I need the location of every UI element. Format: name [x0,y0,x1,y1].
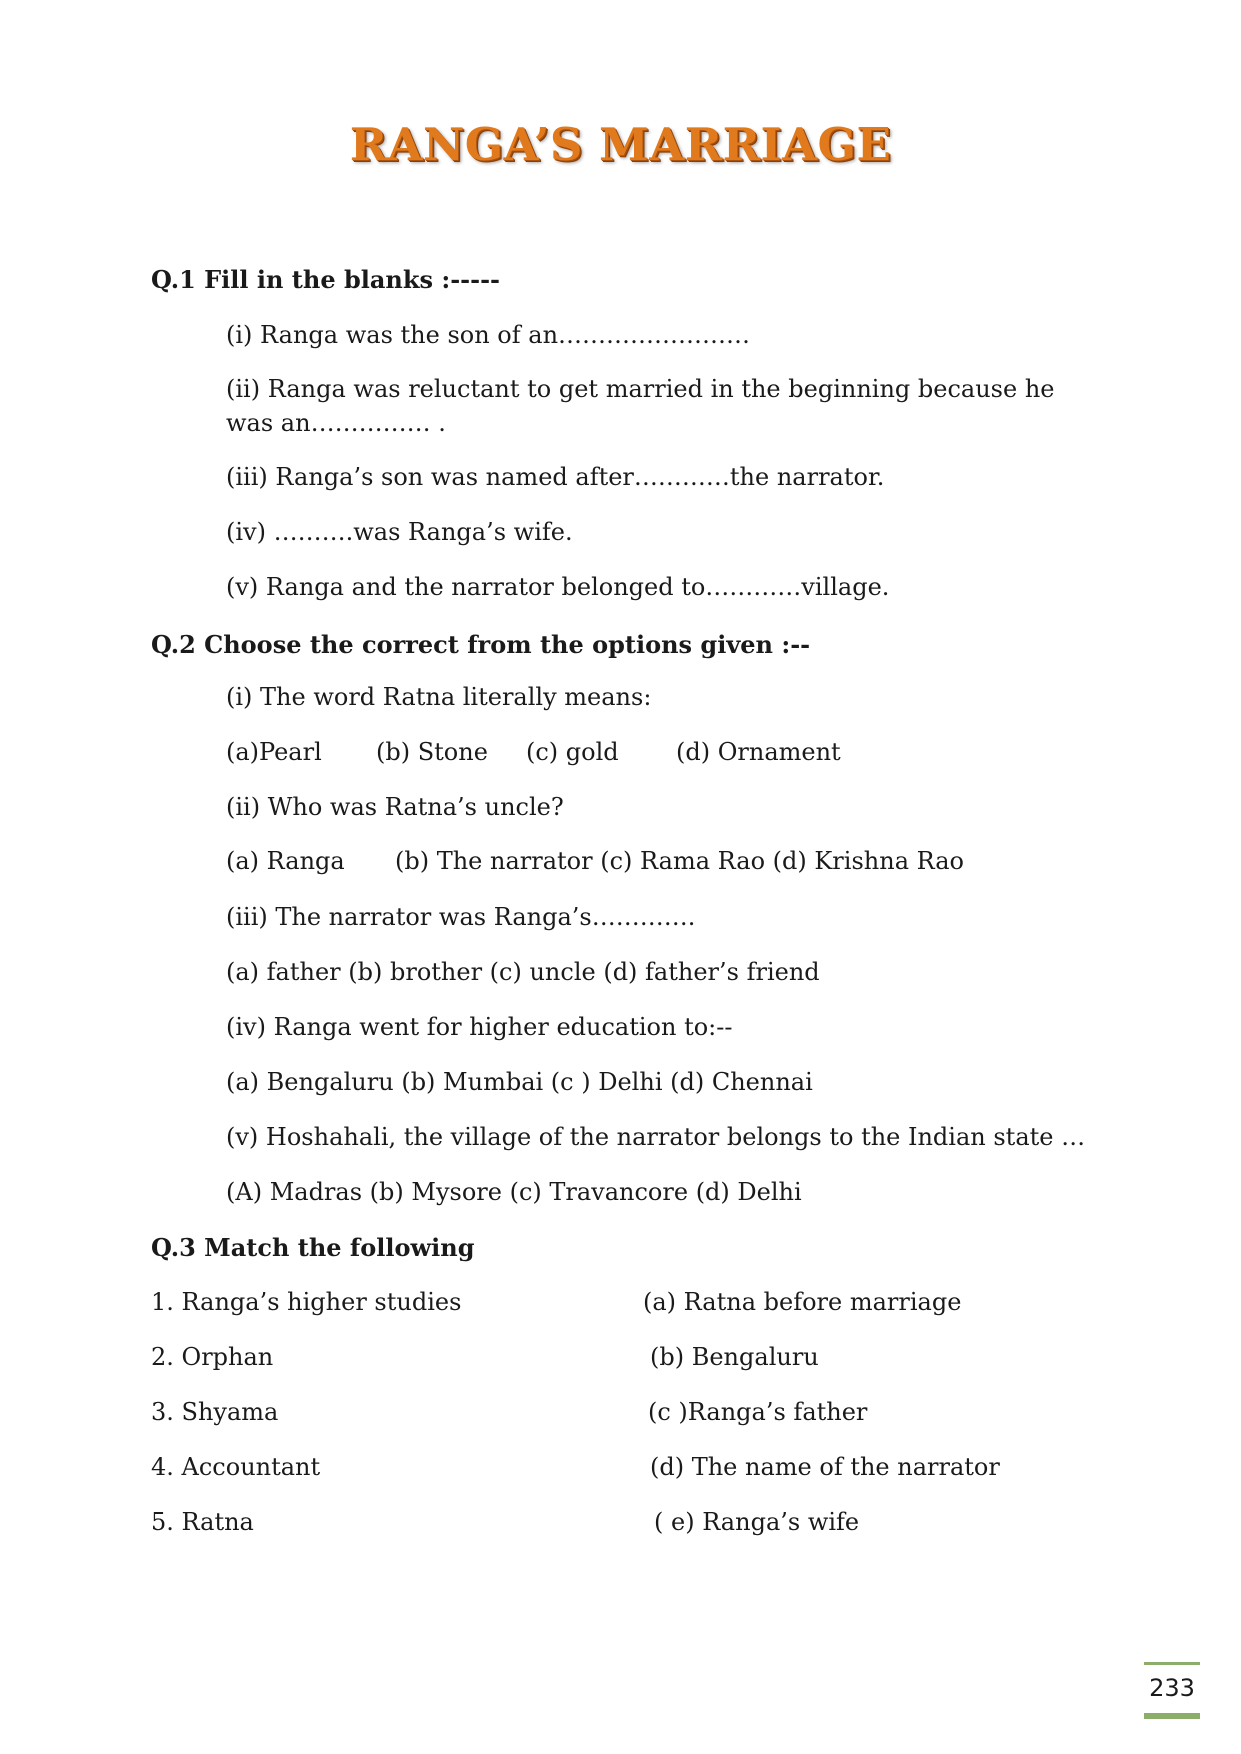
match-left-4: 4. Accountant [151,1453,321,1481]
q2-question-2: (ii) Who was Ratna’s uncle? [226,793,564,821]
q2-q1-option-d: (d) Ornament [676,738,841,766]
q2-q2-options-bcd: (b) The narrator (c) Rama Rao (d) Krishna Rao [395,847,965,875]
match-left-5: 5. Ratna [151,1508,254,1536]
q2-q1-option-c: (c) gold [526,738,619,766]
q2-q1-option-b: (b) Stone [376,738,488,766]
q2-q3-options: (a) father (b) brother (c) uncle (d) father’s friend [226,958,820,986]
match-right-b: (b) Bengaluru [650,1343,819,1371]
q2-question-1: (i) The word Ratna literally means: [226,683,652,711]
q2-heading: Q.2 Choose the correct from the options given :-- [151,630,811,659]
q2-q5-options: (A) Madras (b) Mysore (c) Travancore (d) Delhi [226,1178,802,1206]
match-right-e: ( e) Ranga’s wife [654,1508,860,1536]
q1-item-1: (i) Ranga was the son of an…………………… [226,321,751,349]
q2-q1-option-a: (a)Pearl [226,738,322,766]
match-left-2: 2. Orphan [151,1343,274,1371]
match-right-c: (c )Ranga’s father [648,1398,868,1426]
q1-item-3: (iii) Ranga’s son was named after…………the narrator. [226,463,885,491]
match-left-3: 3. Shyama [151,1398,279,1426]
q2-q2-option-a: (a) Ranga [226,847,345,875]
page-title: RANGA’S MARRIAGE [349,118,892,171]
match-right-a: (a) Ratna before marriage [643,1288,962,1316]
q1-item-4: (iv) ……….was Ranga’s wife. [226,518,573,546]
q2-question-3: (iii) The narrator was Ranga’s…………. [226,903,696,931]
match-left-1: 1. Ranga’s higher studies [151,1288,462,1316]
q1-heading: Q.1 Fill in the blanks :----- [151,265,501,294]
q2-question-4: (iv) Ranga went for higher education to:-- [226,1013,733,1041]
q2-q4-options: (a) Bengaluru (b) Mumbai (c ) Delhi (d) Chennai [226,1068,813,1096]
page-number: 233 [1144,1662,1200,1719]
q1-item-5: (v) Ranga and the narrator belonged to…………village. [226,573,890,601]
q3-heading: Q.3 Match the following [151,1233,475,1262]
q2-question-5: (v) Hoshahali, the village of the narrator belongs to the Indian state … [226,1123,1086,1151]
q1-item-2: (ii) Ranga was reluctant to get married in the beginning because he was an…………… . [226,375,1055,437]
match-right-d: (d) The name of the narrator [650,1453,1000,1481]
